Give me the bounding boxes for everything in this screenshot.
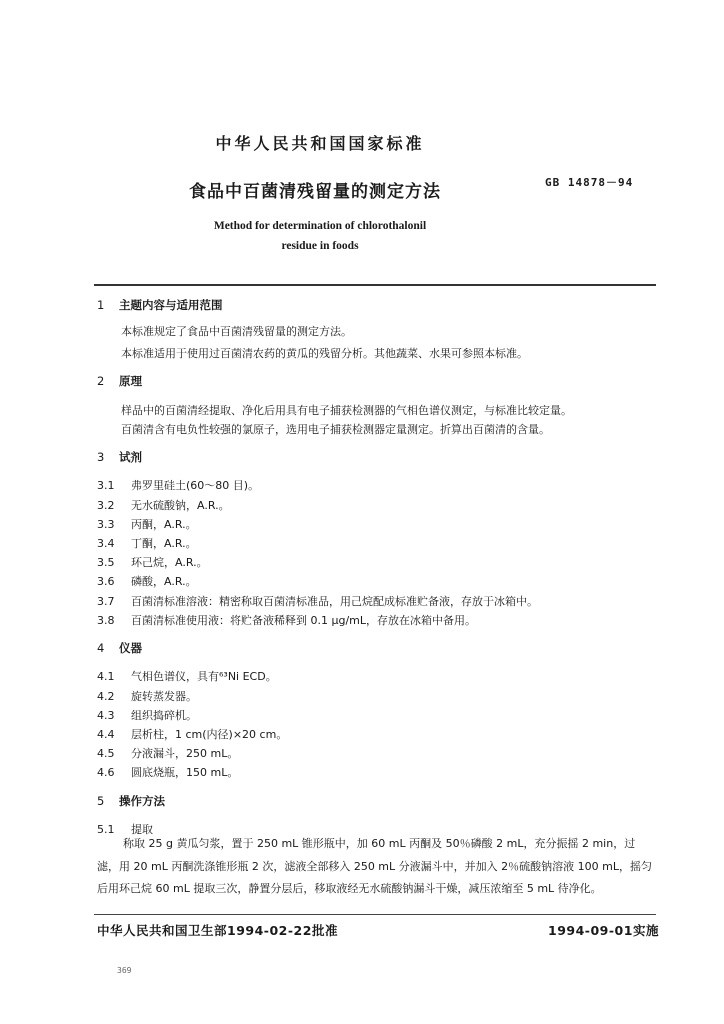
document-title-english-line2: residue in foods [281,240,359,252]
page-number: 369 [117,966,132,975]
list-item-3-1: 3.1 弗罗里硅土(60～80 目)。 [97,479,260,492]
list-item-3-2: 3.2 无水硫酸钠，A.R.。 [97,499,230,512]
section-heading-3: 3 试剂 [97,450,142,464]
section-heading-4: 4 仪器 [97,641,142,655]
list-item-4-2: 4.2 旋转蒸发器。 [97,690,197,703]
list-item-3-3: 3.3 丙酮，A.R.。 [97,518,197,531]
list-item-4-1: 4.1 气相色谱仪，具有⁶³Ni ECD。 [97,670,277,683]
list-item-4-3: 4.3 组织捣碎机。 [97,709,197,722]
list-item-3-5: 3.5 环己烷，A.R.。 [97,556,208,569]
section-heading-2: 2 原理 [97,374,142,388]
section-heading-1: 1 主题内容与适用范围 [97,298,223,312]
subsection-heading-5-1: 5.1 提取 [97,823,153,836]
list-item-4-4: 4.4 层析柱，1 cm(内径)×20 cm。 [97,728,288,741]
standard-number: GB 14878－94 [545,176,634,189]
national-standard-heading: 中华人民共和国国家标准 [215,134,425,153]
list-item-3-6: 3.6 磷酸，A.R.。 [97,575,197,588]
effective-date: 1994-09-01实施 [548,923,659,938]
document-title-english-line1: Method for determination of chlorothalonil [213,220,427,232]
footer-divider [94,914,656,915]
section-5-1-paragraph: 称取 25 g 黄瓜匀浆，置于 250 mL 锥形瓶中，加 60 mL 丙酮及 50％磷酸 2 mL，充分振摇 2 min，过滤，用 20 mL 丙酮洗涤锥形瓶 2 次，滤液全部移入 250 mL 分液漏斗中，并加入 2％硫酸钠溶液 100 mL，摇匀后用环己烷 60 mL 提取三次，静置分层后，移取液经无水硫酸钠漏斗干燥，减压浓缩至 5 mL 待净化。 [97,837,652,896]
document-title-chinese: 食品中百菌清残留量的测定方法 [189,182,441,202]
approval-statement: 中华人民共和国卫生部1994-02-22批准 [97,923,338,938]
list-item-3-7: 3.7 百菌清标准溶液：精密称取百菌清标准品，用己烷配成标准贮备液，存放于冰箱中。 [97,595,538,608]
section-1-line-1: 本标准规定了食品中百菌清残留量的测定方法。 [121,325,352,338]
list-item-3-4: 3.4 丁酮，A.R.。 [97,537,197,550]
section-heading-5: 5 操作方法 [97,794,165,808]
header-divider [94,284,656,286]
list-item-4-6: 4.6 圆底烧瓶，150 mL。 [97,766,239,779]
section-1-line-2: 本标准适用于使用过百菌清农药的黄瓜的残留分析。其他蔬菜、水果可参照本标准。 [121,347,528,360]
list-item-4-5: 4.5 分液漏斗，250 mL。 [97,747,239,760]
section-2-line-2: 百菌清含有电负性较强的氯原子，选用电子捕获检测器定量测定。折算出百菌清的含量。 [121,423,550,436]
section-2-line-1: 样品中的百菌清经提取、净化后用具有电子捕获检测器的气相色谱仪测定，与标准比较定量。 [121,404,572,417]
list-item-3-8: 3.8 百菌清标准使用液：将贮备液稀释到 0.1 μg/mL，存放在冰箱中备用。 [97,614,477,627]
